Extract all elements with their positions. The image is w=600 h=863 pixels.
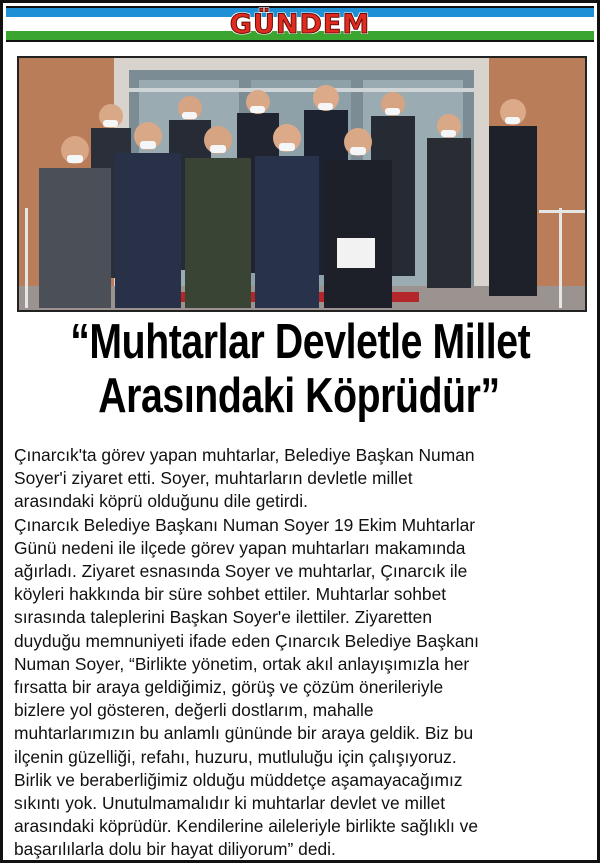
group-photo-icon — [19, 58, 585, 310]
body-line: muhtarlarımızın bu anlamlı gününde bir araya geldik. Biz bu — [14, 723, 474, 744]
body-line: Çınarcık'ta görev yapan muhtarlar, Belediye Başkan Numan — [14, 445, 475, 465]
section-header-band — [6, 6, 594, 42]
group-photo — [17, 56, 587, 312]
headline — [70, 315, 531, 423]
body-line: Çınarcık Belediye Başkanı Numan Soyer 19 Ekim Muhtarlar — [14, 514, 476, 535]
body-line: Birlik ve beraberliğimiz olduğu müddetçe aşamayacağımız — [14, 769, 463, 790]
headline-line-2: Arasındaki Köprüdür” — [98, 369, 500, 423]
body-line: duyduğu memnuniyeti ifade eden Çınarcık Belediye Başkanı — [14, 630, 479, 651]
body-line: arasındaki köprüdür. Kendilerine aileleriyle birlikte sağlıklı ve — [14, 816, 478, 837]
article-body — [14, 444, 590, 862]
section-label: GÜNDEM — [229, 9, 371, 40]
body-line: bizlere yol gösteren, değerli dostlarım, mahalle — [14, 700, 374, 721]
body-line: sırasında taleplerini Başkan Soyer'e ilettiler. Ziyaretten — [14, 607, 433, 628]
body-line: ağırladı. Ziyaret esnasında Soyer ve muhtarlar, Çınarcık ile — [14, 561, 468, 582]
body-line: Numan Soyer, “Birlikte yönetim, ortak akıl anlayışımızla her — [14, 653, 470, 674]
body-line: fırsatta bir araya geldiğimiz, görüş ve çözüm önerileriyle — [14, 677, 444, 698]
body-line: arasındaki köprü olduğunu dile getirdi. — [14, 491, 308, 512]
body-line: Günü nedeni ile ilçede görev yapan muhtarları makamında — [14, 537, 466, 558]
body-line: sıkıntı yok. Unutulmamalıdır ki muhtarlar devlet ve millet — [14, 793, 446, 814]
body-line: ilçenin güzelliği, refahı, huzuru, mutluluğu için çalışıyoruz. — [14, 746, 457, 767]
body-line: köyleri hakkında bir süre sohbet ettiler. Muhtarlar sohbet — [14, 584, 447, 605]
body-line: Soyer'i ziyaret etti. Soyer, muhtarların devletle millet — [14, 468, 413, 489]
headline-line-1: “Muhtarlar Devletle Millet — [70, 315, 531, 369]
body-line: başarılılarla dolu bir hayat diliyorum” dedi. — [14, 839, 336, 860]
